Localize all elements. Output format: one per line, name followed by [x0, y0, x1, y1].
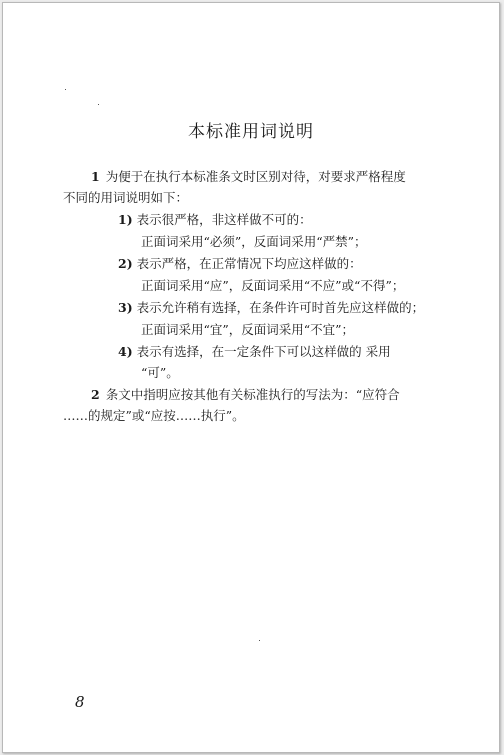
item-3-usage: 正面词采用“宜”，反面词采用“不宜”； — [141, 322, 355, 337]
item-1-desc — [118, 212, 312, 228]
item-4-desc-text: 表示有选择，在一定条件下可以这样做的 采用 — [136, 344, 391, 359]
item-1-usage: 正面词采用“必须”，反面词采用“严禁”； — [141, 234, 367, 249]
item-3-desc-text: 表示允许稍有选择，在条件许可时首先应这样做的； — [136, 300, 425, 315]
item-2-desc-text: 表示严格，在正常情况下均应这样做的： — [136, 256, 362, 271]
item-3-desc — [118, 300, 424, 316]
scan-speck — [65, 89, 66, 90]
section-1-line-2: 不同的用词说明如下： — [63, 190, 189, 205]
item-1-number: 1) — [118, 212, 133, 227]
document-page — [2, 2, 500, 753]
section-2-number: 2 — [91, 387, 100, 402]
section-1-line-1 — [91, 169, 406, 185]
section-1-text-1: 为便于在执行本标准条文时区别对待，对要求严格程度 — [105, 169, 406, 184]
item-2-desc — [118, 256, 362, 272]
item-1-desc-text: 表示很严格，非这样做不可的： — [136, 212, 312, 227]
section-2-line-1 — [91, 387, 400, 403]
section-1-number: 1 — [91, 169, 100, 184]
scan-speck — [259, 640, 260, 641]
item-4-number: 4) — [118, 344, 133, 359]
item-4-usage: “可”。 — [141, 365, 179, 380]
section-2-line-2: ……的规定”或“应按……执行”。 — [63, 408, 245, 423]
page-number: 8 — [75, 693, 85, 711]
item-2-number: 2) — [118, 256, 133, 271]
page-title: 本标准用词说明 — [188, 122, 314, 142]
item-3-number: 3) — [118, 300, 133, 315]
item-2-usage: 正面词采用“应”，反面词采用“不应”或“不得”； — [141, 278, 405, 293]
item-4-desc — [118, 344, 391, 360]
section-2-text-1: 条文中指明应按其他有关标准执行的写法为：“应符合 — [105, 387, 400, 402]
scan-speck — [98, 104, 99, 105]
